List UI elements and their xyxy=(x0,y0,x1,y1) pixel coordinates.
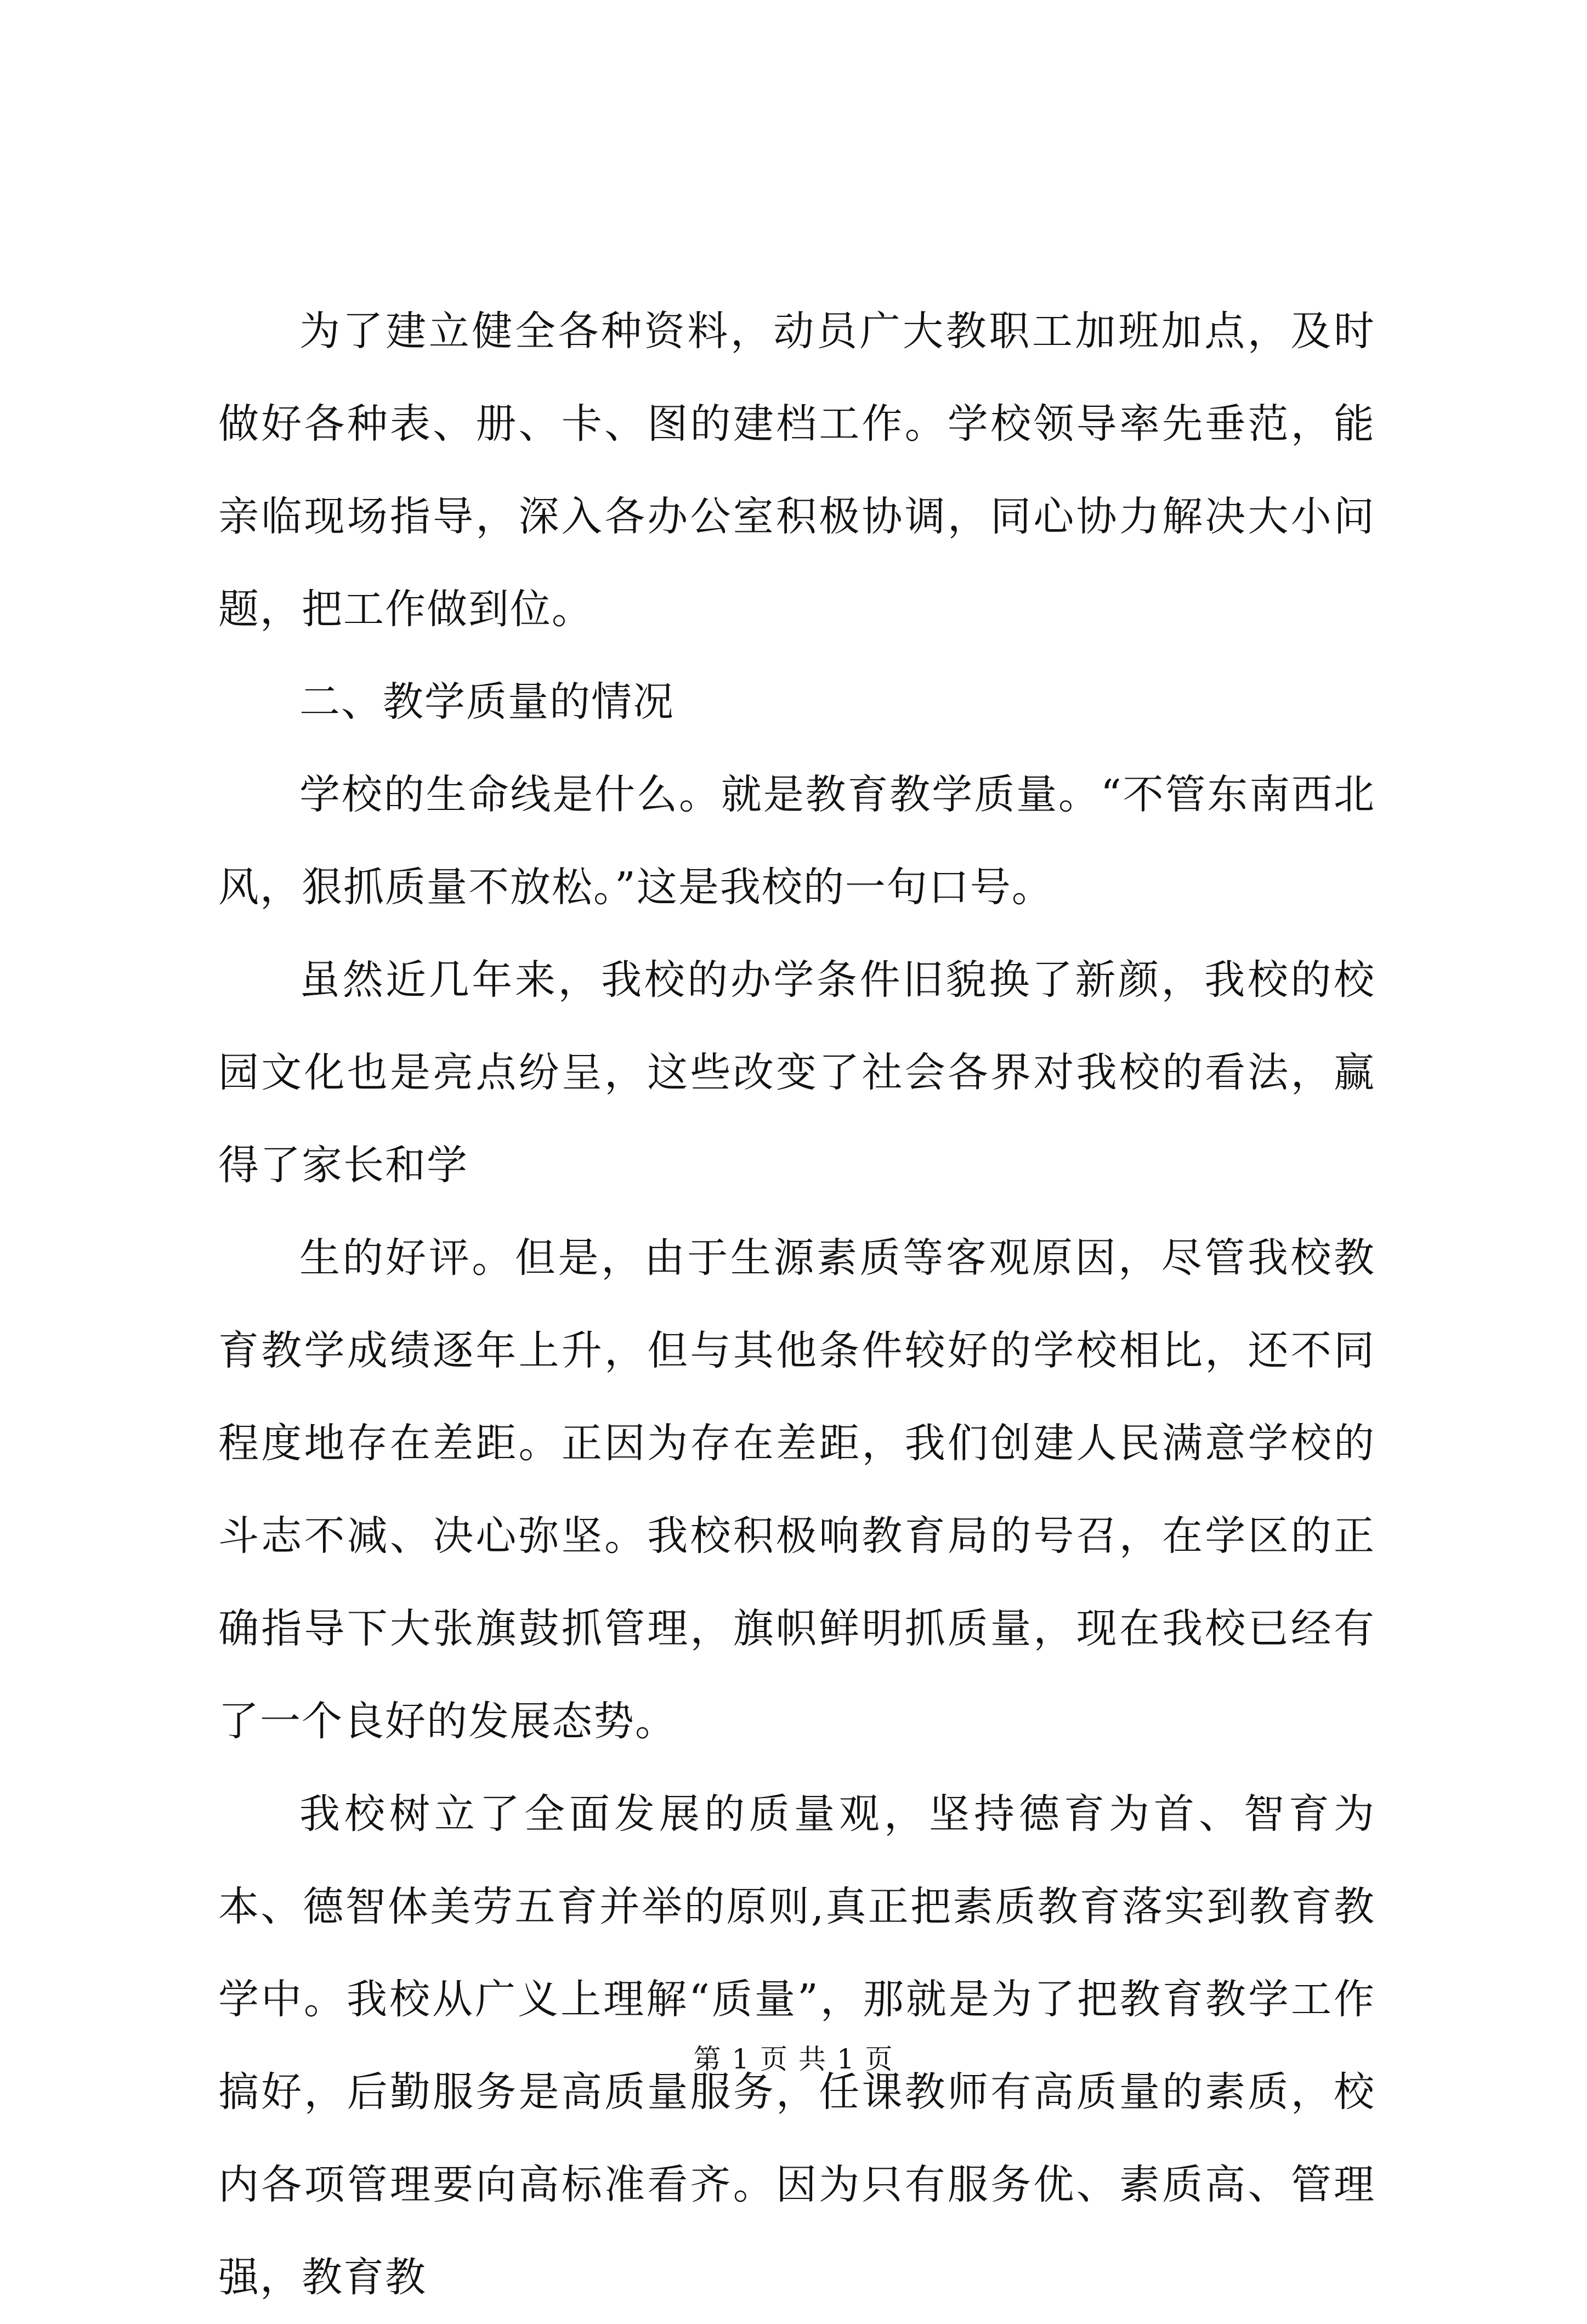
paragraph-5: 我校树立了全面发展的质量观，坚持德育为首、智育为本、德智体美劳五育并举的原则,真正把素质教育落实到教育教学中。我校从广义上理解“质量”，那就是为了把教育教学工作搞好，后勤服务是高质量服务，任课教师有高质量的素质，校内各项管理要向高标准看齐。因为只有服务优、素质高、管理强，教育教 xyxy=(218,1790,1375,2301)
document-body xyxy=(218,285,1375,2324)
paragraph-4: 生的好评。但是，由于生源素质等客观原因，尽管我校教育教学成绩逐年上升，但与其他条件较好的学校相比，还不同程度地存在差距。正因为存在差距，我们创建人民满意学校的斗志不减、决心弥坚。我校积极响教育局的号召，在学区的正确指导下大张旗鼓抓管理，旗帜鲜明抓质量，现在我校已经有了一个良好的发展态势。 xyxy=(218,1234,1375,1745)
paragraph-3: 虽然近几年来，我校的办学条件旧貌换了新颜，我校的校园文化也是亮点纷呈，这些改变了社会各界对我校的看法，赢得了家长和学 xyxy=(218,956,1375,1189)
paragraph-2: 学校的生命线是什么。就是教育教学质量。“不管东南西北风，狠抓质量不放松。”这是我校的一句口号。 xyxy=(218,771,1375,911)
paragraph-1: 为了建立健全各种资料，动员广大教职工加班加点，及时做好各种表、册、卡、图的建档工作。学校领导率先垂范，能亲临现场指导，深入各办公室积极协调，同心协力解决大小问题，把工作做到位。 xyxy=(218,308,1375,633)
section-heading: 二、教学质量的情况 xyxy=(299,678,675,725)
page-footer: 第 1 页 共 1 页 xyxy=(693,2043,894,2075)
